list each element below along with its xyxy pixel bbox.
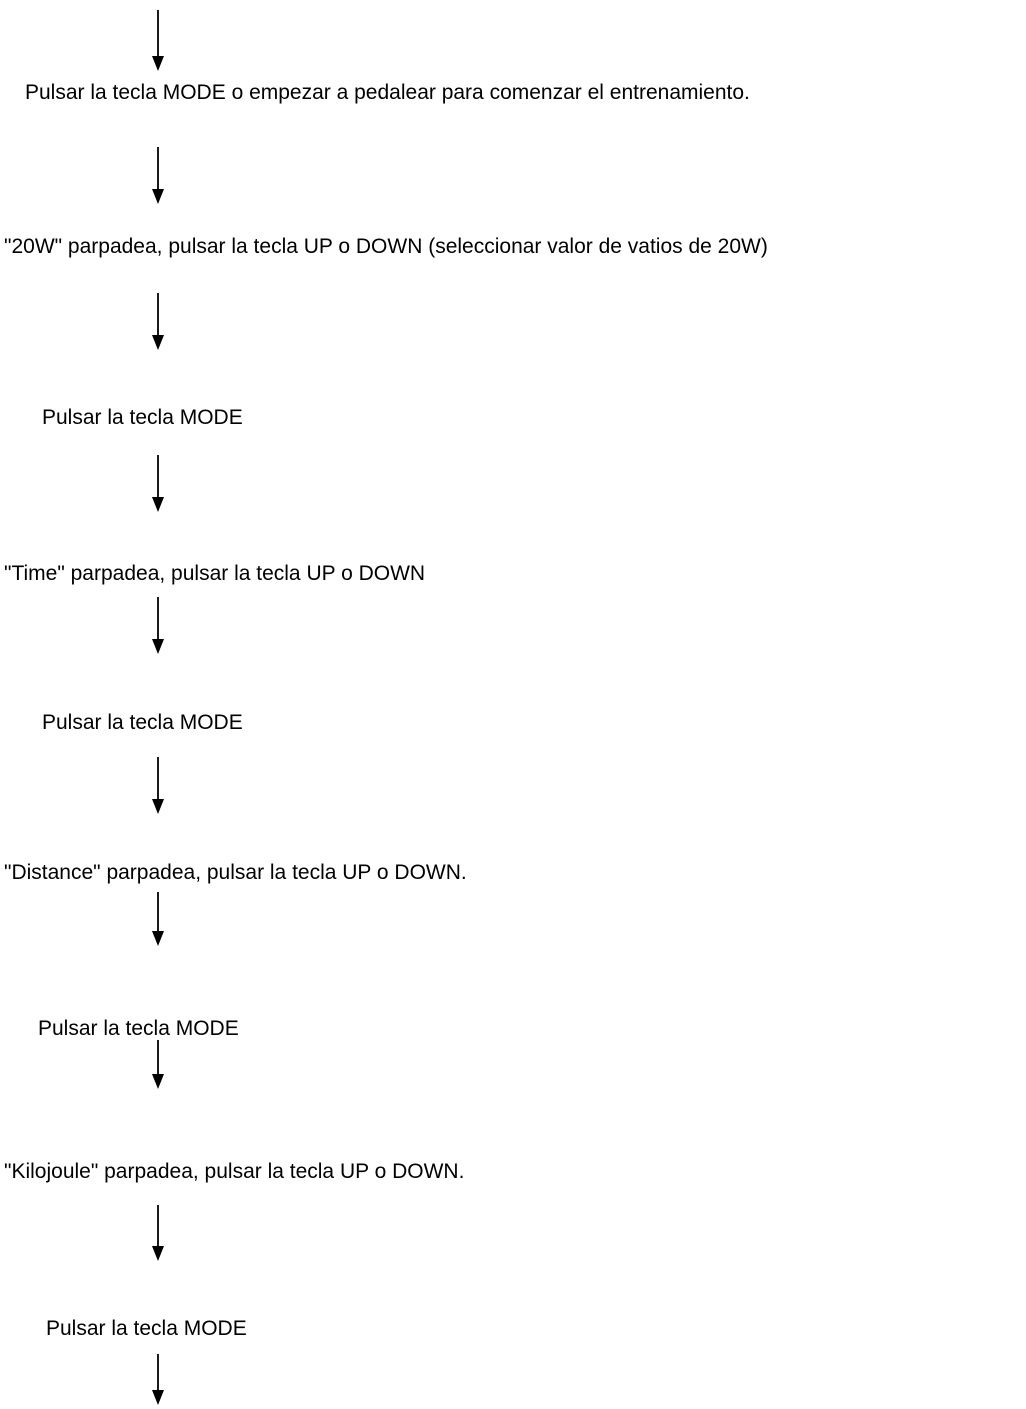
flow-step-kilojoule: "Kilojoule" parpadea, pulsar la tecla UP o DOWN. xyxy=(4,1160,465,1183)
flow-arrow xyxy=(150,147,166,205)
flow-arrow xyxy=(150,1040,166,1090)
flow-step-press-mode-1: Pulsar la tecla MODE xyxy=(42,406,243,429)
flow-step-time: "Time" parpadea, pulsar la tecla UP o DOWN xyxy=(4,562,426,585)
flow-arrow xyxy=(150,892,166,947)
flow-arrow xyxy=(150,1354,166,1406)
flow-arrow xyxy=(150,757,166,815)
flow-arrow xyxy=(150,10,166,72)
flow-arrow xyxy=(150,597,166,655)
flow-step-press-mode-2: Pulsar la tecla MODE xyxy=(42,711,243,734)
flow-arrow xyxy=(150,1205,166,1262)
flow-step-press-mode-3: Pulsar la tecla MODE xyxy=(38,1017,239,1040)
flow-step-distance: "Distance" parpadea, pulsar la tecla UP o DOWN. xyxy=(4,861,467,884)
flow-arrow xyxy=(150,455,166,513)
flow-step-start-training: Pulsar la tecla MODE o empezar a pedalear para comenzar el entrenamiento. xyxy=(25,81,750,104)
flow-step-press-mode-4: Pulsar la tecla MODE xyxy=(46,1317,247,1340)
flow-arrow xyxy=(150,293,166,351)
flow-step-select-watts: "20W" parpadea, pulsar la tecla UP o DOWN (seleccionar valor de vatios de 20W) xyxy=(4,235,768,258)
